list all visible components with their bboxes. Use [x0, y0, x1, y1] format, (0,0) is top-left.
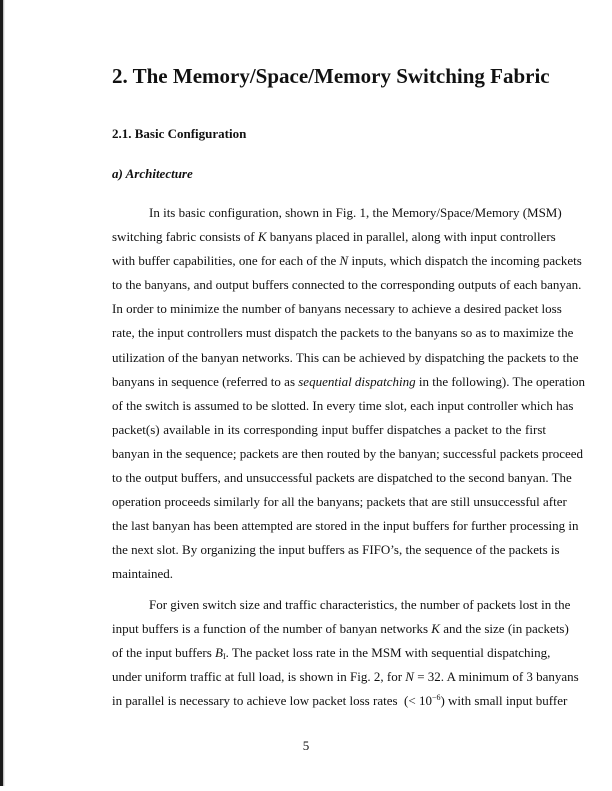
page-number: 5: [302, 738, 310, 753]
text-line: maintained.: [112, 566, 174, 582]
text-line: with buffer capabilities, one for each of the N inputs, which dispatch the incoming packets: [112, 253, 582, 269]
text-line: under uniform traffic at full load, is shown in Fig. 2, for N = 32. A minimum of 3 banyans: [112, 669, 579, 685]
text-line: of the switch is assumed to be slotted. In every time slot, each input controller which has: [112, 397, 574, 413]
text-line: In its basic configuration, shown in Fig. 1, the Memory/Space/Memory (MSM): [149, 205, 562, 220]
text-line: to the output buffers, and unsuccessful packets are dispatched to the second banyan. The: [112, 470, 572, 486]
text-line: rate, the input controllers must dispatch the packets to the banyans so as to maximize the: [112, 325, 574, 341]
text-line: In order to minimize the number of banyans necessary to achieve a desired packet loss: [112, 301, 562, 317]
text-line: banyan in the sequence; packets are then routed by the banyan; successful packets proceed: [112, 445, 584, 461]
text-line: packet(s) available in its corresponding input buffer dispatches a packet to the first: [112, 421, 546, 437]
text-line: operation proceeds similarly for all the banyans; packets that are still unsuccessful after: [112, 494, 567, 510]
paragraph-architecture: [112, 201, 586, 587]
section-title: 2.1. Basic Configuration: [112, 126, 247, 141]
text-line: For given switch size and traffic characteristics, the number of packets lost in the: [149, 597, 571, 612]
text-line: to the banyans, and output buffers connected to the corresponding outputs of each banyan.: [112, 277, 582, 293]
paragraph-packet-loss: [112, 593, 579, 713]
text-line: of the input buffers $B_I$. The packet loss rate in the MSM with sequential dispatching,: [112, 645, 551, 662]
subsection-title: a) Architecture: [112, 166, 193, 181]
chapter-title: 2. The Memory/Space/Memory Switching Fabric: [112, 64, 550, 88]
text-line: the next slot. By organizing the input buffers as FIFO’s, the sequence of the packets is: [112, 542, 560, 558]
text-line: utilization of the banyan networks. This can be achieved by dispatching the packets to the: [112, 349, 579, 365]
text-line: banyans in sequence (referred to as sequential dispatching in the following). The operation: [112, 373, 586, 389]
text-line: the last banyan has been attempted are stored in the input buffers for further processing in: [112, 518, 579, 534]
text-line: input buffers is a function of the number of banyan networks K and the size (in packets): [112, 621, 569, 637]
scan-border-shadow: [3, 0, 5, 786]
text-line: in parallel is necessary to achieve low packet loss rates (< $10^{-6}$) with small input buffer: [112, 693, 568, 709]
text-line: switching fabric consists of K banyans placed in parallel, along with input controllers: [112, 229, 556, 245]
